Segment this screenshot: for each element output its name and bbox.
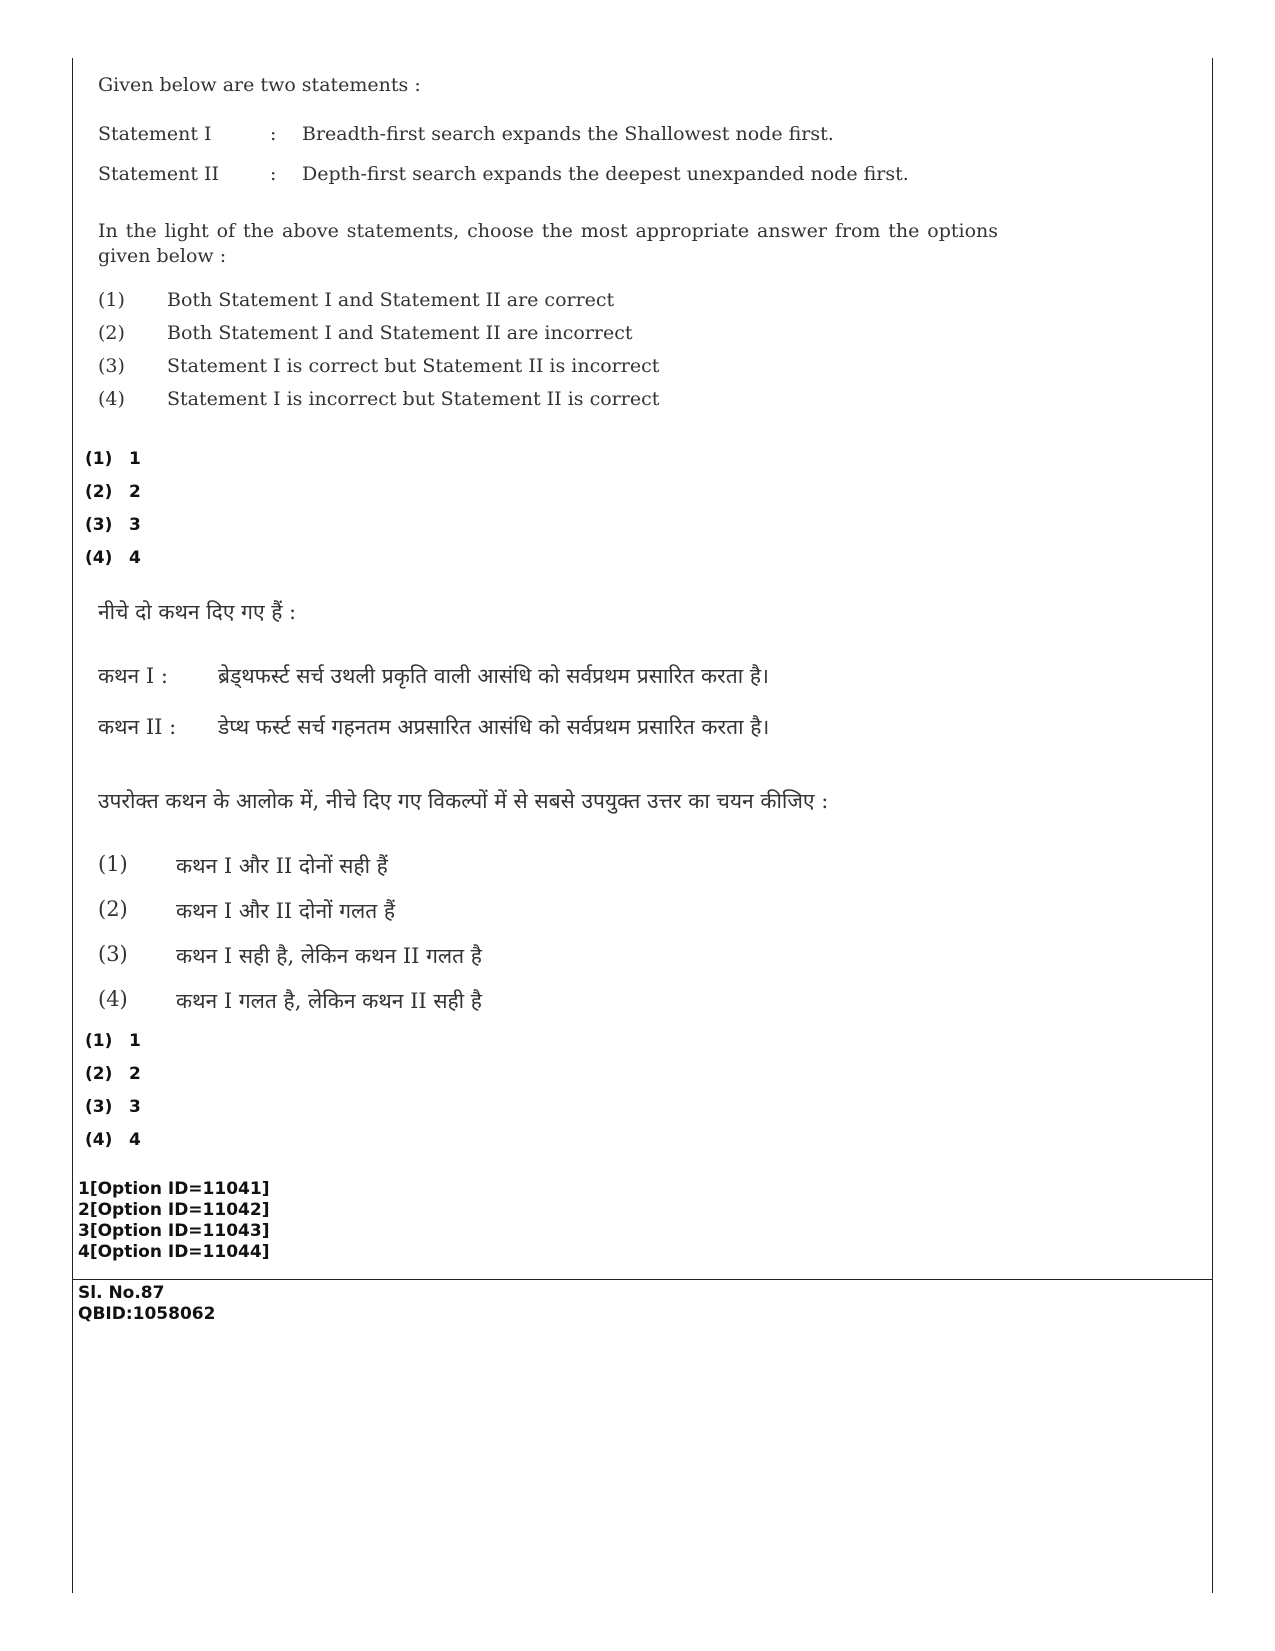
statement-1-text: Breadth-first search expands the Shallowest node first.: [302, 123, 834, 145]
option-4-text: Statement I is incorrect but Statement II is correct: [167, 388, 660, 410]
right-border: [1212, 58, 1213, 1593]
option-id-2: 2[Option ID=11042]: [78, 1200, 270, 1220]
option-id-3: 3[Option ID=11043]: [78, 1221, 270, 1241]
question-instruction-en: In the light of the above statements, choose the most appropriate answer from the options given below :: [98, 220, 998, 267]
statement-1-label: Statement I: [98, 123, 212, 145]
question-intro-hi: नीचे दो कथन दिए गए हैं :: [98, 600, 297, 624]
answer-choice-en-3: (3) 3: [85, 515, 141, 535]
statement-2-text: Depth-first search expands the deepest unexpanded node first.: [302, 163, 909, 185]
hindi-option-3-text: कथन I सही है, लेकिन कथन II गलत है: [176, 944, 482, 968]
hindi-statement-1-label: कथन I :: [98, 664, 168, 688]
option-3-text: Statement I is correct but Statement II is incorrect: [167, 355, 660, 377]
serial-number: Sl. No.87: [78, 1283, 165, 1303]
question-instruction-hi: उपरोक्त कथन के आलोक में, नीचे दिए गए विकल्पों में से सबसे उपयुक्त उत्तर का चयन कीजिए :: [98, 789, 829, 813]
hindi-option-2-number: (2): [98, 897, 128, 921]
answer-choice-en-2: (2) 2: [85, 482, 141, 502]
option-id-1: 1[Option ID=11041]: [78, 1179, 270, 1199]
option-4-number: (4): [98, 388, 125, 410]
hindi-statement-1-text: ब्रेड्थफर्स्ट सर्च उथली प्रकृति वाली आसंधि को सर्वप्रथम प्रसारित करता है।: [218, 664, 769, 688]
answer-choice-hi-3: (3) 3: [85, 1097, 141, 1117]
hindi-option-4-number: (4): [98, 987, 128, 1011]
option-1-number: (1): [98, 289, 125, 311]
option-2-text: Both Statement I and Statement II are incorrect: [167, 322, 633, 344]
question-intro-en: Given below are two statements :: [98, 74, 421, 96]
answer-choice-hi-2: (2) 2: [85, 1064, 141, 1084]
answer-choice-en-4: (4) 4: [85, 548, 141, 568]
answer-choice-hi-1: (1) 1: [85, 1031, 141, 1051]
hindi-option-1-text: कथन I और II दोनों सही हैं: [176, 854, 388, 878]
answer-choice-hi-4: (4) 4: [85, 1130, 141, 1150]
question-divider: [72, 1279, 1213, 1280]
statement-2-label: Statement II: [98, 163, 220, 185]
hindi-option-4-text: कथन I गलत है, लेकिन कथन II सही है: [176, 989, 482, 1013]
hindi-option-2-text: कथन I और II दोनों गलत हैं: [176, 899, 396, 923]
question-bank-id: QBID:1058062: [78, 1304, 216, 1324]
hindi-option-3-number: (3): [98, 942, 128, 966]
hindi-statement-2-label: कथन II :: [98, 715, 177, 739]
option-id-4: 4[Option ID=11044]: [78, 1242, 270, 1262]
statement-1-colon: :: [270, 123, 277, 145]
statement-2-colon: :: [270, 163, 277, 185]
option-1-text: Both Statement I and Statement II are correct: [167, 289, 615, 311]
left-border: [72, 58, 73, 1593]
option-3-number: (3): [98, 355, 125, 377]
hindi-statement-2-text: डेप्थ फर्स्ट सर्च गहनतम अप्रसारित आसंधि को सर्वप्रथम प्रसारित करता है।: [218, 715, 770, 739]
answer-choice-en-1: (1) 1: [85, 449, 141, 469]
hindi-option-1-number: (1): [98, 852, 128, 876]
option-2-number: (2): [98, 322, 125, 344]
